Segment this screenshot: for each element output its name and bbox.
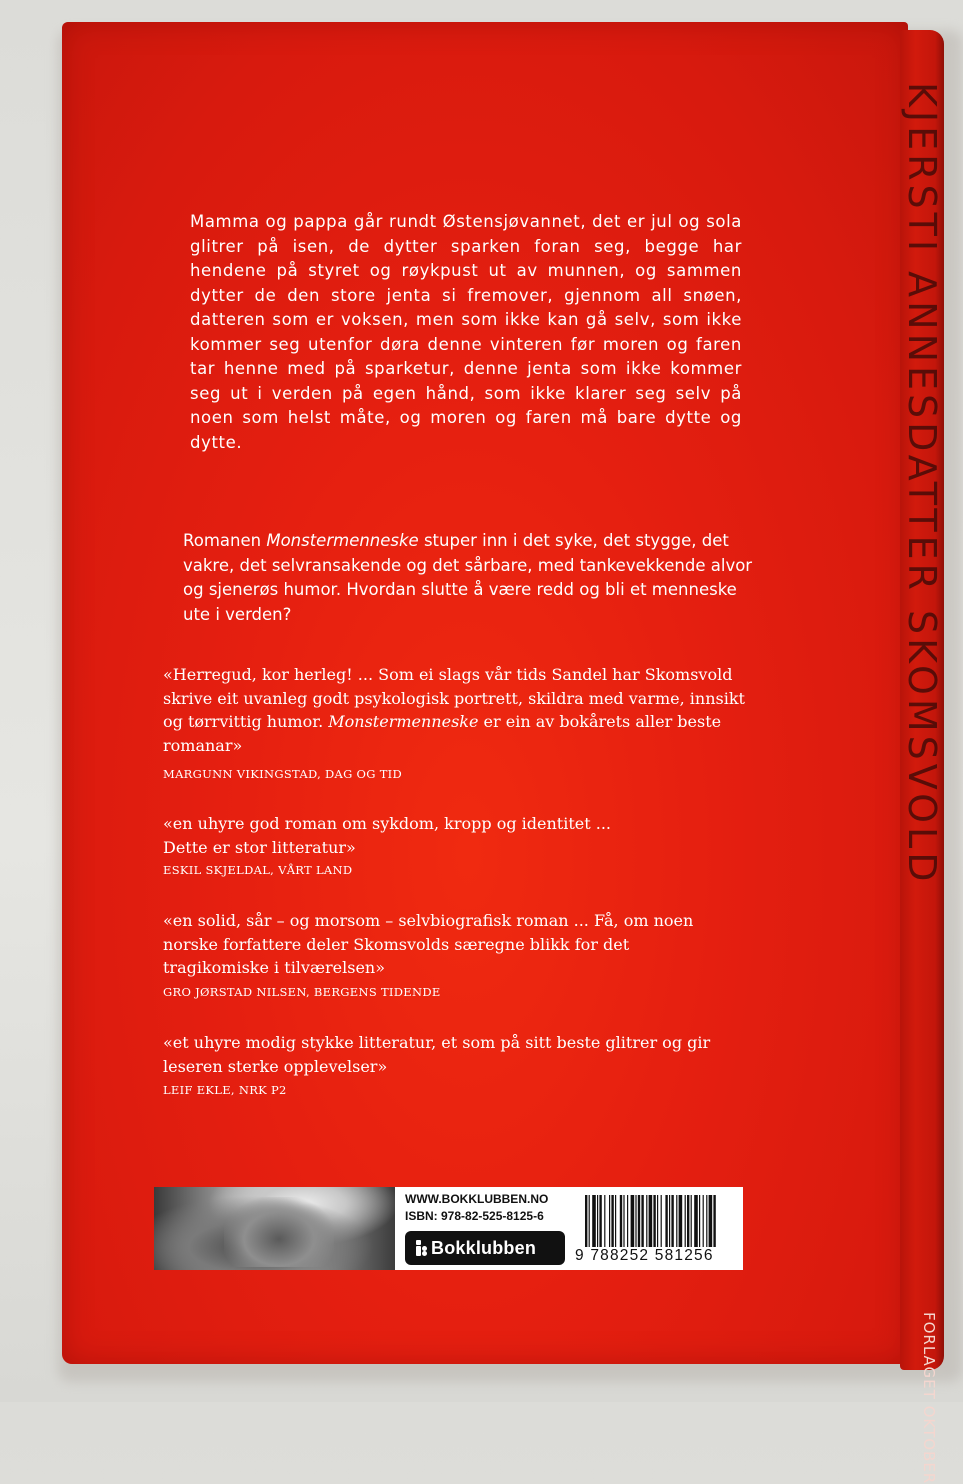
bokklubben-logo: [405, 1231, 565, 1265]
review-quote-before: «Herregud, kor herleg! ... Som ei slags vår tids Sandel har Skomsvold skrive eit uvanleg godt psykologisk portrett, skildra med varme, innsikt og tørrvittig humor.: [163, 665, 745, 731]
intro-after: stuper inn i det syke, det stygge, det vakre, det selvransakende og det sårbare, med tankevekkende alvor og sjenerøs humor. Hvordan slutte å være redd og bli et menneske ute i verden?: [183, 531, 753, 624]
spine-publisher: FORLAGET OKTOBER: [920, 1312, 938, 1484]
author-photo: [154, 1187, 395, 1270]
review-quote-4: «et uhyre modig stykke litteratur, et som på sitt beste glitrer og gir leseren sterke opplevelser»: [163, 1033, 711, 1076]
publisher-details: [405, 1191, 580, 1225]
intro-title: Monstermenneske: [266, 531, 419, 550]
isbn-barcode: [575, 1193, 740, 1267]
review-source-4: LEIF EKLE, NRK P2: [163, 1083, 287, 1097]
spine-author: KJERSTI ANNESDATTER SKOMSVOLD: [900, 82, 944, 886]
review-quote-1: [163, 663, 753, 757]
bokklubben-logo-icon: [415, 1239, 429, 1257]
barcode-digits: 9 788252 581256: [575, 1247, 740, 1265]
website-text: WWW.BOKKLUBBEN.NO: [405, 1192, 549, 1206]
bokklubben-logo-text: Bokklubben: [431, 1237, 537, 1258]
review-quote-3: «en solid, sår – og morsom – selvbiografisk roman ... Få, om noen norske forfattere deler Skomsvolds særegne blikk for det tragikomiske i tilværelsen»: [163, 911, 694, 977]
isbn-text: ISBN: 978-82-525-8125-6: [405, 1209, 544, 1223]
review-source-1: MARGUNN VIKINGSTAD, DAG OG TID: [163, 767, 403, 781]
review-quote-after: er ein av bokårets aller beste romanar»: [163, 712, 722, 755]
intro-text: [183, 529, 753, 627]
review-quote-title: Monstermenneske: [328, 712, 479, 731]
review-source-3: GRO JØRSTAD NILSEN, BERGENS TIDENDE: [163, 985, 441, 999]
review-source-2: ESKIL SKJELDAL, VÅRT LAND: [163, 863, 353, 877]
publisher-info-strip: [154, 1187, 743, 1270]
book-spine: [900, 30, 944, 1484]
barcode-bars: [575, 1193, 740, 1251]
intro-before: Romanen: [183, 531, 267, 550]
excerpt-text: Mamma og pappa går rundt Østensjøvannet, det er jul og sola glitrer på isen, de dytter sparken foran seg, begge har hendene på styret og røykpust ut av munnen, og sammen dytter de den store jenta si fremover, gjennom all snøen, datteren som er voksen, men som ikke kan gå selv, som ikke kommer seg utenfor døra denne vinteren før moren og faren tar henne med på sparketur, denne jenta som ikke kommer seg ut i verden på egen hånd, som ikke klarer seg selv på noen som helst måte, og moren og faren må bare dytte og dytte.: [190, 212, 742, 452]
review-quote-2: «en uhyre god roman om sykdom, kropp og identitet ... Dette er stor litteratur»: [163, 814, 611, 857]
author-photo-detail: [224, 1197, 334, 1267]
